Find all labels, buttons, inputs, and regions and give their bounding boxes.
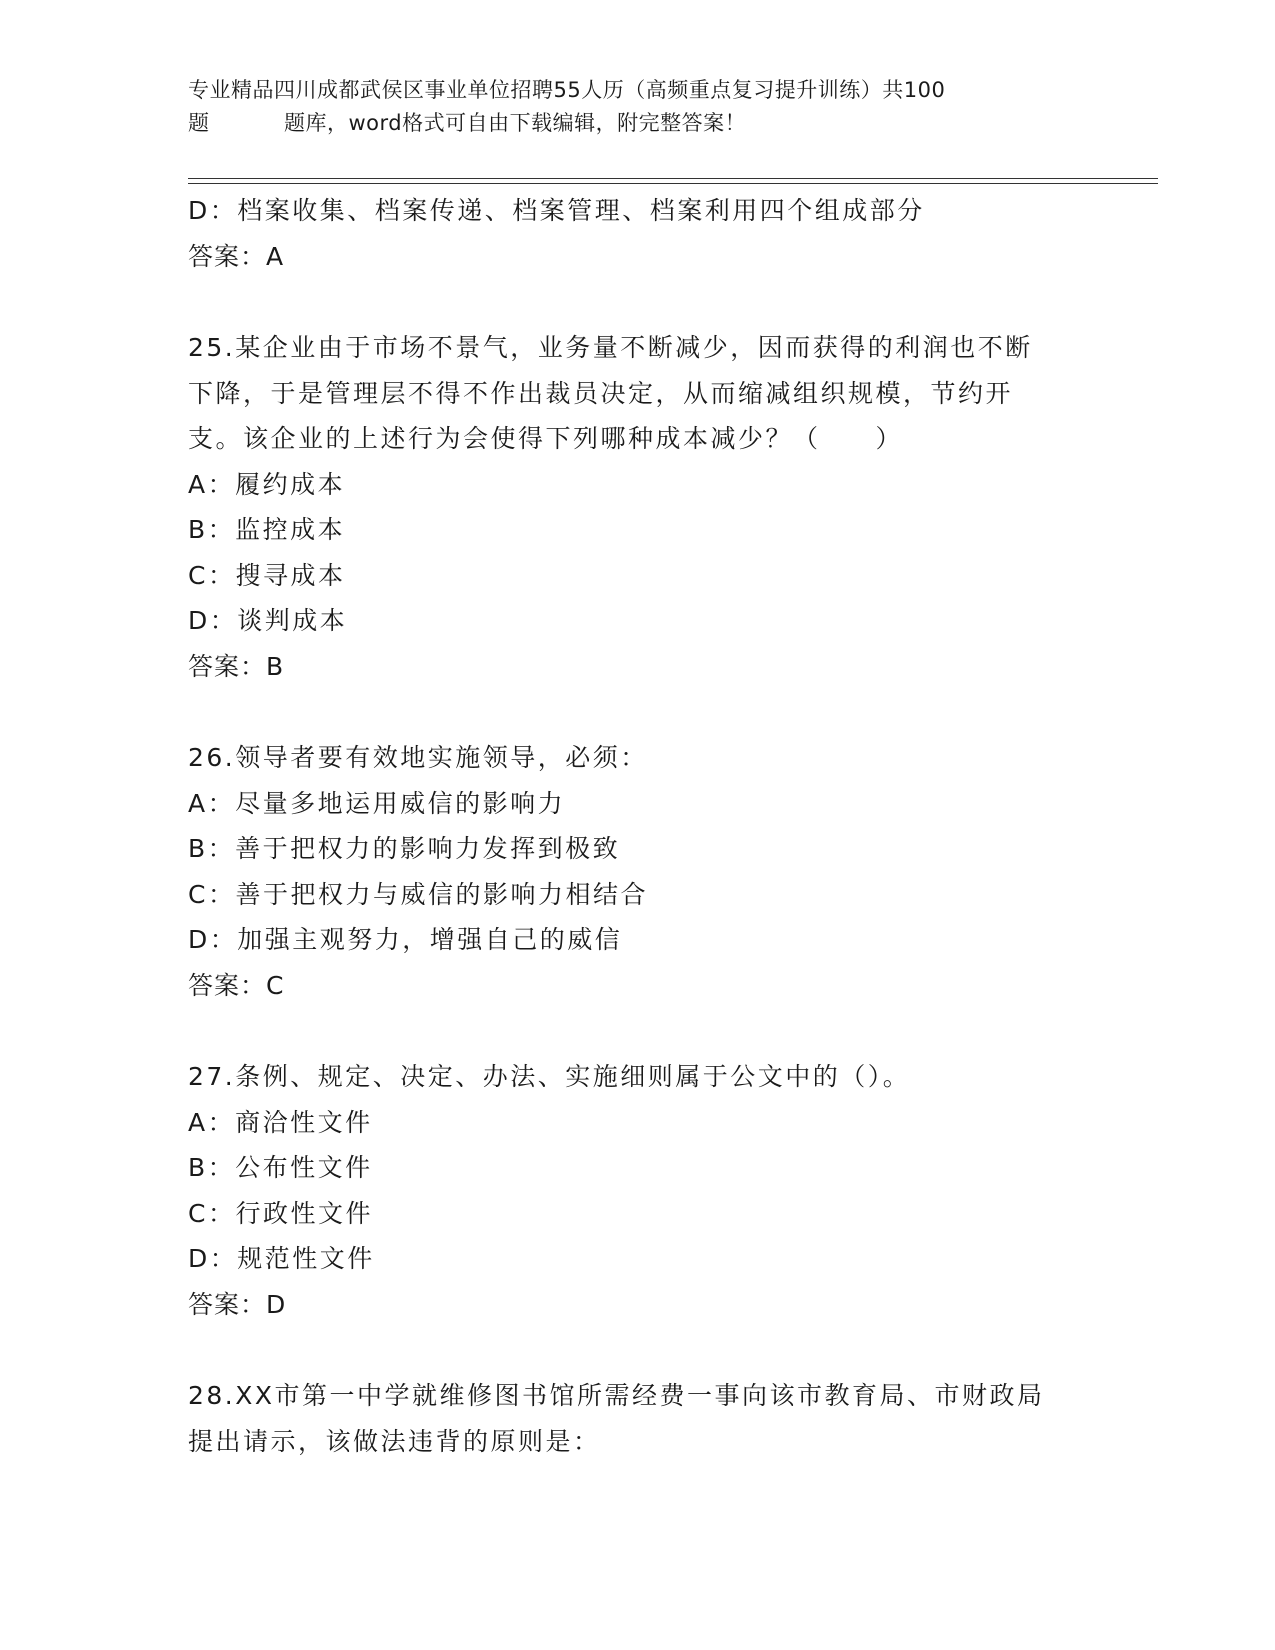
- document-header: [188, 74, 1108, 140]
- q27-answer: 答案：D: [188, 1289, 287, 1319]
- header-title-rest: 题库，word格式可自由下载编辑，附完整答案！: [284, 111, 747, 135]
- q26-option-d: D：加强主观努力，增强自己的威信: [188, 925, 623, 954]
- q25-stem-line1: 25.某企业由于市场不景气，业务量不断减少，因而获得的利润也不断: [188, 333, 1033, 362]
- spacer: [188, 1327, 1118, 1373]
- q27-option-b: B：公布性文件: [188, 1153, 373, 1182]
- spacer: [188, 279, 1118, 325]
- header-rule-bottom: [188, 183, 1158, 184]
- q28-stem-line1: 28.XX市第一中学就维修图书馆所需经费一事向该市教育局、市财政局: [188, 1381, 1045, 1410]
- prev-answer: 答案：A: [188, 241, 285, 271]
- header-rule-top: [188, 178, 1158, 179]
- q28-stem-line2: 提出请示，该做法违背的原则是：: [188, 1426, 601, 1456]
- q26-option-a: A：尽量多地运用威信的影响力: [188, 788, 566, 818]
- spacer: [188, 1008, 1118, 1054]
- q25-answer: 答案：B: [188, 651, 285, 681]
- header-title-lead: 题: [188, 111, 210, 135]
- header-title-line1: 专业精品四川成都武侯区事业单位招聘55人历（高频重点复习提升训练）共100: [188, 78, 946, 102]
- q26-answer: 答案：C: [188, 970, 285, 1000]
- q27-option-c: C：行政性文件: [188, 1198, 373, 1228]
- spacer: [188, 689, 1118, 735]
- header-title-line2: [188, 107, 1108, 140]
- q26-option-b: B：善于把权力的影响力发挥到极致: [188, 834, 621, 863]
- q25-option-d: D：谈判成本: [188, 606, 348, 635]
- q27-option-a: A：商洽性文件: [188, 1107, 373, 1137]
- q27-stem-line1: 27.条例、规定、决定、办法、实施细则属于公文中的（）。: [188, 1062, 911, 1091]
- q25-stem-line3: 支。该企业的上述行为会使得下列哪种成本减少？（ ）: [188, 424, 904, 453]
- question-content: [188, 188, 1118, 1464]
- q25-option-c: C：搜寻成本: [188, 560, 346, 590]
- q25-option-b: B：监控成本: [188, 515, 346, 544]
- q27-option-d: D：规范性文件: [188, 1244, 375, 1273]
- q25-stem-line2: 下降，于是管理层不得不作出裁员决定，从而缩减组织规模，节约开: [188, 378, 1014, 408]
- prev-option-d: D：档案收集、档案传递、档案管理、档案利用四个组成部分: [188, 196, 925, 225]
- q26-option-c: C：善于把权力与威信的影响力相结合: [188, 879, 648, 909]
- q25-option-a: A：履约成本: [188, 469, 346, 499]
- q26-stem-line1: 26.领导者要有效地实施领导，必须：: [188, 743, 648, 772]
